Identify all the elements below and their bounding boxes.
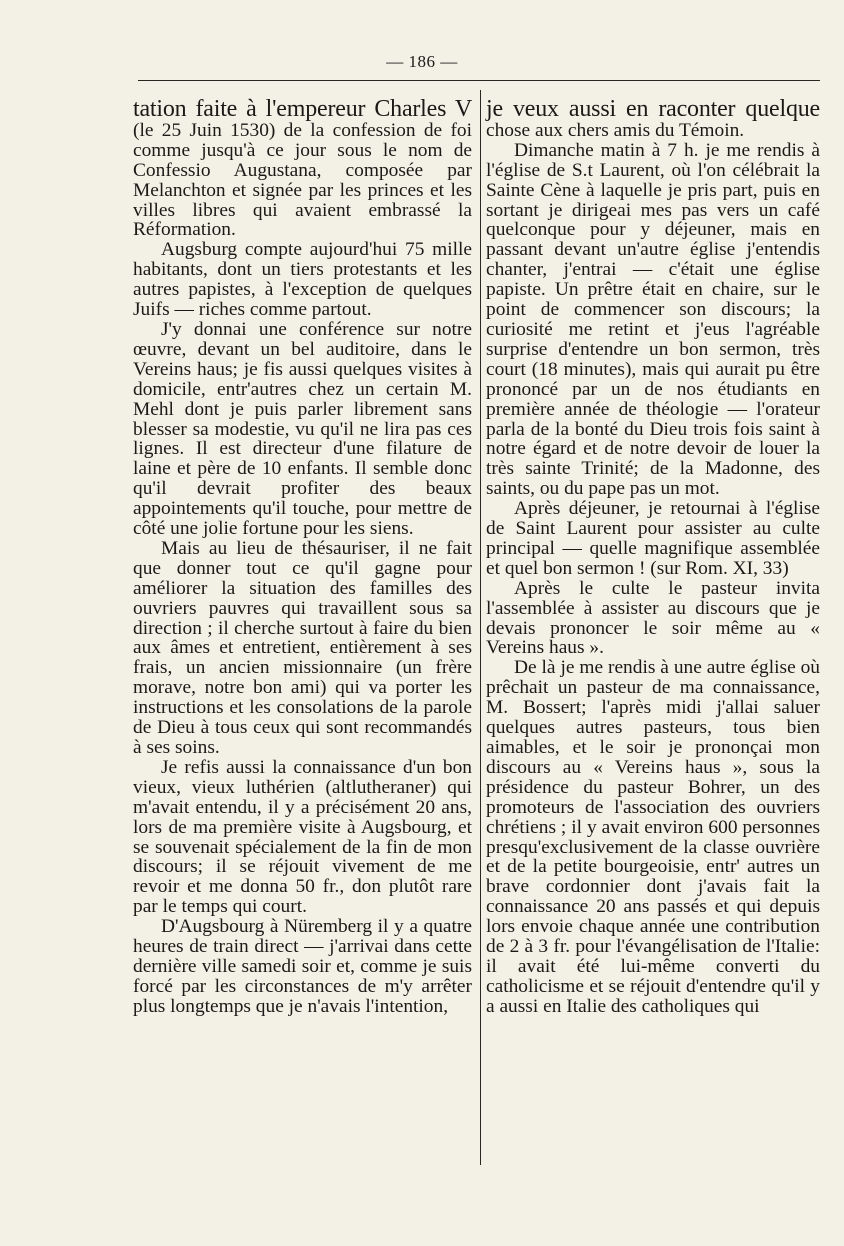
left-column [133, 98, 472, 1017]
column-divider [480, 90, 481, 1165]
paragraph-text: Dimanche matin à 7 h. je me rendis à l'église de S.t Laurent, où l'on célébrait la Sainte Cène à laquelle je pris part, puis en sortant je dirigeai mes pas vers un café quelconque pour y déjeuner, mais en passant devant un'autre église j'entendis chanter, j'entrai — c'était une église papiste. Un prêtre était en chaire, sur le point de commencer son discours; la curiosité me retint et j'eus l'agréable surprise d'entendre un bon sermon, très court (18 minutes), mais qui aurait pu être prononcé par un de nos étudiants en première année de théologie — l'orateur parla de la bonté du Dieu trois fois saint à notre égard et de notre devoir de louer la très sainte Trinité; de la Madonne, des saints, ou du pape pas un mot. [486, 139, 820, 500]
paragraph-lead-text: je veux aussi en raconter quelque [486, 96, 820, 122]
paragraph-text: D'Augsbourg à Nüremberg il y a quatre heures de train direct — j'arrivai dans cette dernière ville samedi soir et, comme je suis forcé par les circonstances de m'y arrêter plus longtemps que je n'avais l'intention, [133, 916, 472, 1017]
paragraph [133, 539, 472, 758]
paragraph [486, 141, 820, 499]
paragraph-lead-text: tation faite à l'empereur Charles V [133, 96, 472, 122]
paragraph [486, 658, 820, 1016]
paragraph-text: chose aux chers amis du Témoin. [486, 119, 745, 141]
paragraph [486, 98, 820, 141]
paragraph [486, 579, 820, 659]
header-rule [138, 80, 820, 81]
paragraph [133, 758, 472, 917]
paragraph [133, 320, 472, 539]
paragraph-text: Après déjeuner, je retournai à l'église de Saint Laurent pour assister au culte principal — quelle magnifique assemblée et quel bon sermon ! (sur Rom. XI, 33) [486, 498, 820, 579]
paragraph [486, 499, 820, 579]
page-number: — 186 — [386, 52, 458, 71]
paragraph-text: Je refis aussi la connaissance d'un bon vieux, vieux luthérien (altlutheraner) qui m'avait entendu, il y a précisément 20 ans, lors de ma première visite à Augsbourg, et se souvenait spécialement de la fin de mon discours; il se réjouit vivement de me revoir et me donna 50 fr., don plutôt rare par le temps qui court. [133, 756, 472, 918]
paragraph-text: Mais au lieu de thésauriser, il ne fait que donner tout ce qu'il gagne pour améliorer la situation des familles des ouvriers pauvres qui travaillent sous sa direction ; il cherche surtout à faire du bien aux âmes et entretient, entièrement à ses frais, un ancien missionnaire (un frère morave, notre bon ami) qui va porter les instructions et les consolations de la parole de Dieu à tous ceux qui sont recommandés à ses soins. [133, 537, 472, 758]
paragraph-text: J'y donnai une conférence sur notre œuvre, devant un bel auditoire, dans le Vereins haus; je fis aussi quelques visites à domicile, entr'autres chez un certain M. Mehl dont je puis parler librement sans blesser sa modestie, vu qu'il ne lira pas ces lignes. Il est directeur d'une filature de laine et père de 10 enfants. Il semble donc qu'il devrait profiter des beaux appointements qu'il touche, pour mettre de côté une jolie fortune pour les siens. [133, 318, 472, 540]
right-column [486, 98, 820, 1017]
paragraph [133, 98, 472, 240]
paragraph-text: (le 25 Juin 1530) de la confession de foi comme jusqu'à ce jour sous le nom de Confessio Augustana, composée par Melanchton et signée par les princes et les villes libres qui avaient embrassé la Réformation. [133, 119, 472, 241]
paragraph [133, 917, 472, 1017]
paragraph-text: Augsburg compte aujourd'hui 75 mille habitants, dont un tiers protestants et les autres papistes, à l'exception de quelques Juifs — riches comme partout. [133, 239, 472, 321]
paragraph [133, 240, 472, 320]
paragraph-text: De là je me rendis à une autre église où prêchait un pasteur de ma connaissance, M. Bossert; l'après midi j'allai saluer quelques autres pasteurs, tous bien aimables, et le soir je prononçai mon discours au « Vereins haus », sous la présidence du pasteur Bohrer, un des promoteurs de l'association des ouvriers chrétiens ; il y avait environ 600 personnes presqu'exclusivement de la classe ouvrière et de la petite bourgeoisie, entr' autres un brave cordonnier dont j'avais fait la connaissance 20 ans passés et qui depuis lors envoie chaque année une contribution de 2 à 3 fr. pour l'évangélisation de l'Italie: il avait été lui-même converti du catholicisme et se réjouit d'entendre qu'il y a aussi en Italie des catholiques qui [486, 657, 820, 1017]
paragraph-text: Après le culte le pasteur invita l'assemblée à assister au discours que je devais prononcer le soir même au « Vereins haus ». [486, 577, 820, 659]
